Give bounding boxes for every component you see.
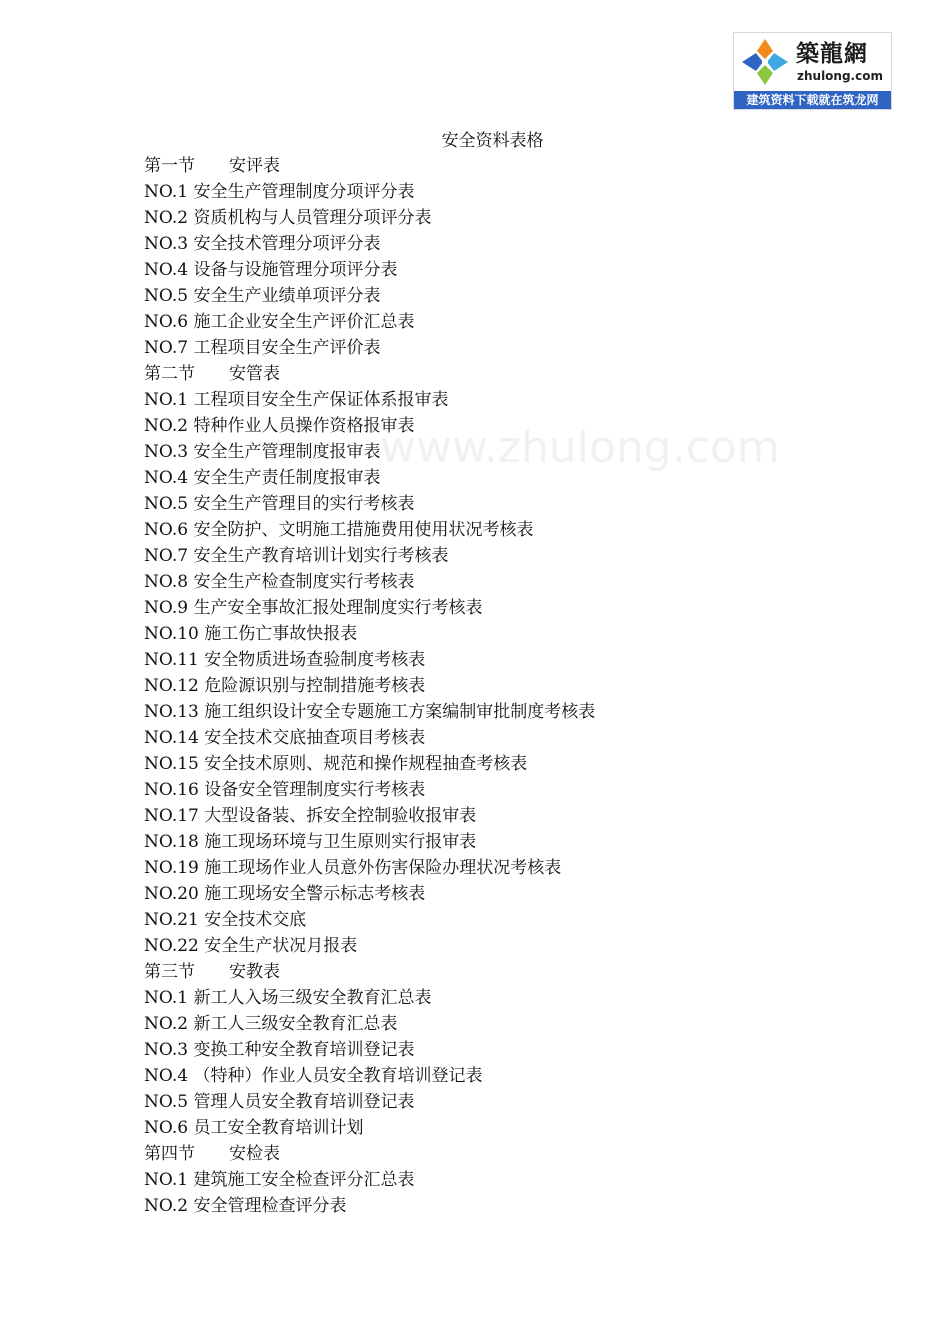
list-item: NO.4 安全生产责任制度报审表 (144, 468, 381, 488)
list-item: NO.19 施工现场作业人员意外伤害保险办理状况考核表 (144, 858, 562, 878)
zhulong-logo (733, 32, 892, 110)
list-item: NO.22 安全生产状况月报表 (144, 936, 358, 956)
watermark: www.zhulong.com (380, 422, 780, 473)
list-item: NO.2 特种作业人员操作资格报审表 (144, 416, 415, 436)
list-item: NO.1 建筑施工安全检查评分汇总表 (144, 1170, 415, 1190)
list-item: NO.1 新工人入场三级安全教育汇总表 (144, 988, 432, 1008)
list-item: NO.11 安全物质进场查验制度考核表 (144, 650, 426, 670)
list-item: NO.2 新工人三级安全教育汇总表 (144, 1014, 398, 1034)
logo-domain: zhulong.com (797, 69, 883, 83)
list-item: NO.7 工程项目安全生产评价表 (144, 338, 381, 358)
list-item: NO.3 安全生产管理制度报审表 (144, 442, 381, 462)
section-heading: 第三节 安教表 (144, 962, 280, 982)
list-item: NO.5 安全生产管理目的实行考核表 (144, 494, 415, 514)
list-item: NO.18 施工现场环境与卫生原则实行报审表 (144, 832, 477, 852)
section-heading: 第二节 安管表 (144, 364, 280, 384)
list-item: NO.2 资质机构与人员管理分项评分表 (144, 208, 432, 228)
section-heading: 第四节 安检表 (144, 1144, 280, 1164)
list-item: NO.15 安全技术原则、规范和操作规程抽查考核表 (144, 754, 528, 774)
list-item: NO.6 员工安全教育培训计划 (144, 1118, 364, 1138)
list-item: NO.6 安全防护、文明施工措施费用使用状况考核表 (144, 520, 534, 540)
list-item: NO.2 安全管理检查评分表 (144, 1196, 347, 1216)
list-item: NO.3 安全技术管理分项评分表 (144, 234, 381, 254)
list-item: NO.21 安全技术交底 (144, 910, 307, 930)
list-item: NO.4 设备与设施管理分项评分表 (144, 260, 398, 280)
list-item: NO.5 管理人员安全教育培训登记表 (144, 1092, 415, 1112)
list-item: NO.9 生产安全事故汇报处理制度实行考核表 (144, 598, 483, 618)
list-item: NO.16 设备安全管理制度实行考核表 (144, 780, 426, 800)
logo-name: 築龍網 (796, 41, 868, 67)
list-item: NO.13 施工组织设计安全专题施工方案编制审批制度考核表 (144, 702, 596, 722)
section-heading: 第一节 安评表 (144, 156, 280, 176)
table-of-contents (144, 153, 595, 1219)
list-item: NO.4 （特种）作业人员安全教育培训登记表 (144, 1066, 483, 1086)
list-item: NO.10 施工伤亡事故快报表 (144, 624, 358, 644)
list-item: NO.1 安全生产管理制度分项评分表 (144, 182, 415, 202)
list-item: NO.8 安全生产检查制度实行考核表 (144, 572, 415, 592)
list-item: NO.12 危险源识别与控制措施考核表 (144, 676, 426, 696)
list-item: NO.1 工程项目安全生产保证体系报审表 (144, 390, 449, 410)
logo-banner: 建筑资料下载就在筑龙网 (734, 91, 891, 109)
list-item: NO.17 大型设备装、拆安全控制验收报审表 (144, 806, 477, 826)
list-item: NO.20 施工现场安全警示标志考核表 (144, 884, 426, 904)
zhulong-diamond-logo-icon (738, 37, 792, 87)
document-title: 安全资料表格 (441, 131, 544, 151)
list-item: NO.5 安全生产业绩单项评分表 (144, 286, 381, 306)
list-item: NO.7 安全生产教育培训计划实行考核表 (144, 546, 449, 566)
list-item: NO.6 施工企业安全生产评价汇总表 (144, 312, 415, 332)
list-item: NO.14 安全技术交底抽查项目考核表 (144, 728, 426, 748)
list-item: NO.3 变换工种安全教育培训登记表 (144, 1040, 415, 1060)
